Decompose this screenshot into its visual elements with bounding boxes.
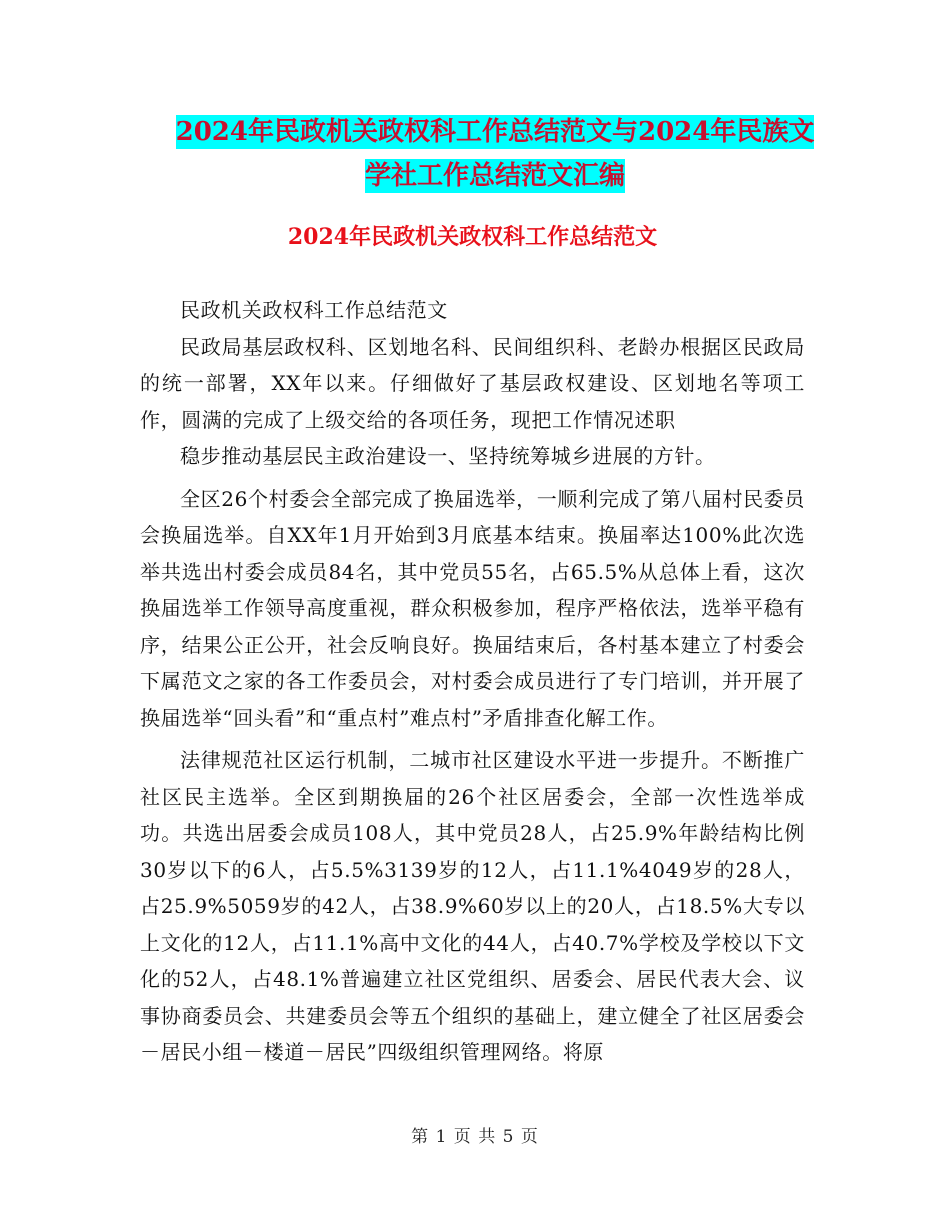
paragraph: 全区26个村委会全部完成了换届选举，一顺利完成了第八届村民委员会换届选举。自XX年1月开始到3月底基本结束。换届率达100%此次选举共选出村委会成员84名，其中党员55名，占65.5%从总体上看，这次换届选举工作领导高度重视，群众积极参加，程序严格依法，选举平稳有序，结果公正公开，社会反响良好。换届结束后，各村基本建立了村委会下属范文之家的各工作委员会，对村委会成员进行了专门培训，并开展了换届选举“回头看”和“重点村”难点村”矛盾排查化解工作。 — [140, 486, 805, 730]
paragraph: 稳步推动基层民主政治建设一、坚持统筹城乡进展的方针。 — [180, 444, 716, 468]
document-title-line-2: 学社工作总结范文汇编 — [364, 161, 625, 191]
paragraph: 法律规范社区运行机制，二城市社区建设水平进一步提升。不断推广社区民主选举。全区到期换届的26个社区居委会，全部一次性选举成功。共选出居委会成员108人，其中党员28人，占25.9%年龄结构比例30岁以下的6人，占5.5%3139岁的12人，占11.1%4049岁的28人，占25.9%5059岁的42人，占38.9%60岁以上的20人，占18.5%大专以上文化的12人，占11.1%高中文化的44人，占40.7%学校及学校以下文化的52人，占48.1%普遍建立社区党组织、居委会、居民代表大会、议事协商委员会、共建委员会等五个组织的基础上，建立健全了社区居委会－居民小组－楼道－居民”四级组织管理网络。将原 — [140, 748, 805, 1064]
section-title: 2024年民政机关政权科工作总结范文 — [287, 224, 658, 250]
document-body — [140, 292, 805, 1071]
paragraph: 民政机关政权科工作总结范文 — [180, 298, 448, 322]
document-title-line-1: 2024年民政机关政权科工作总结范文与2024年民族文 — [175, 117, 815, 147]
document-title — [140, 110, 850, 198]
page-footer: 第 1 页 共 5 页 — [411, 1127, 539, 1147]
paragraph: 民政局基层政权科、区划地名科、民间组织科、老龄办根据区民政局的统一部署，XX年以来。仔细做好了基层政权建设、区划地名等项工作，圆满的完成了上级交给的各项任务，现把工作情况述职 — [140, 334, 805, 432]
